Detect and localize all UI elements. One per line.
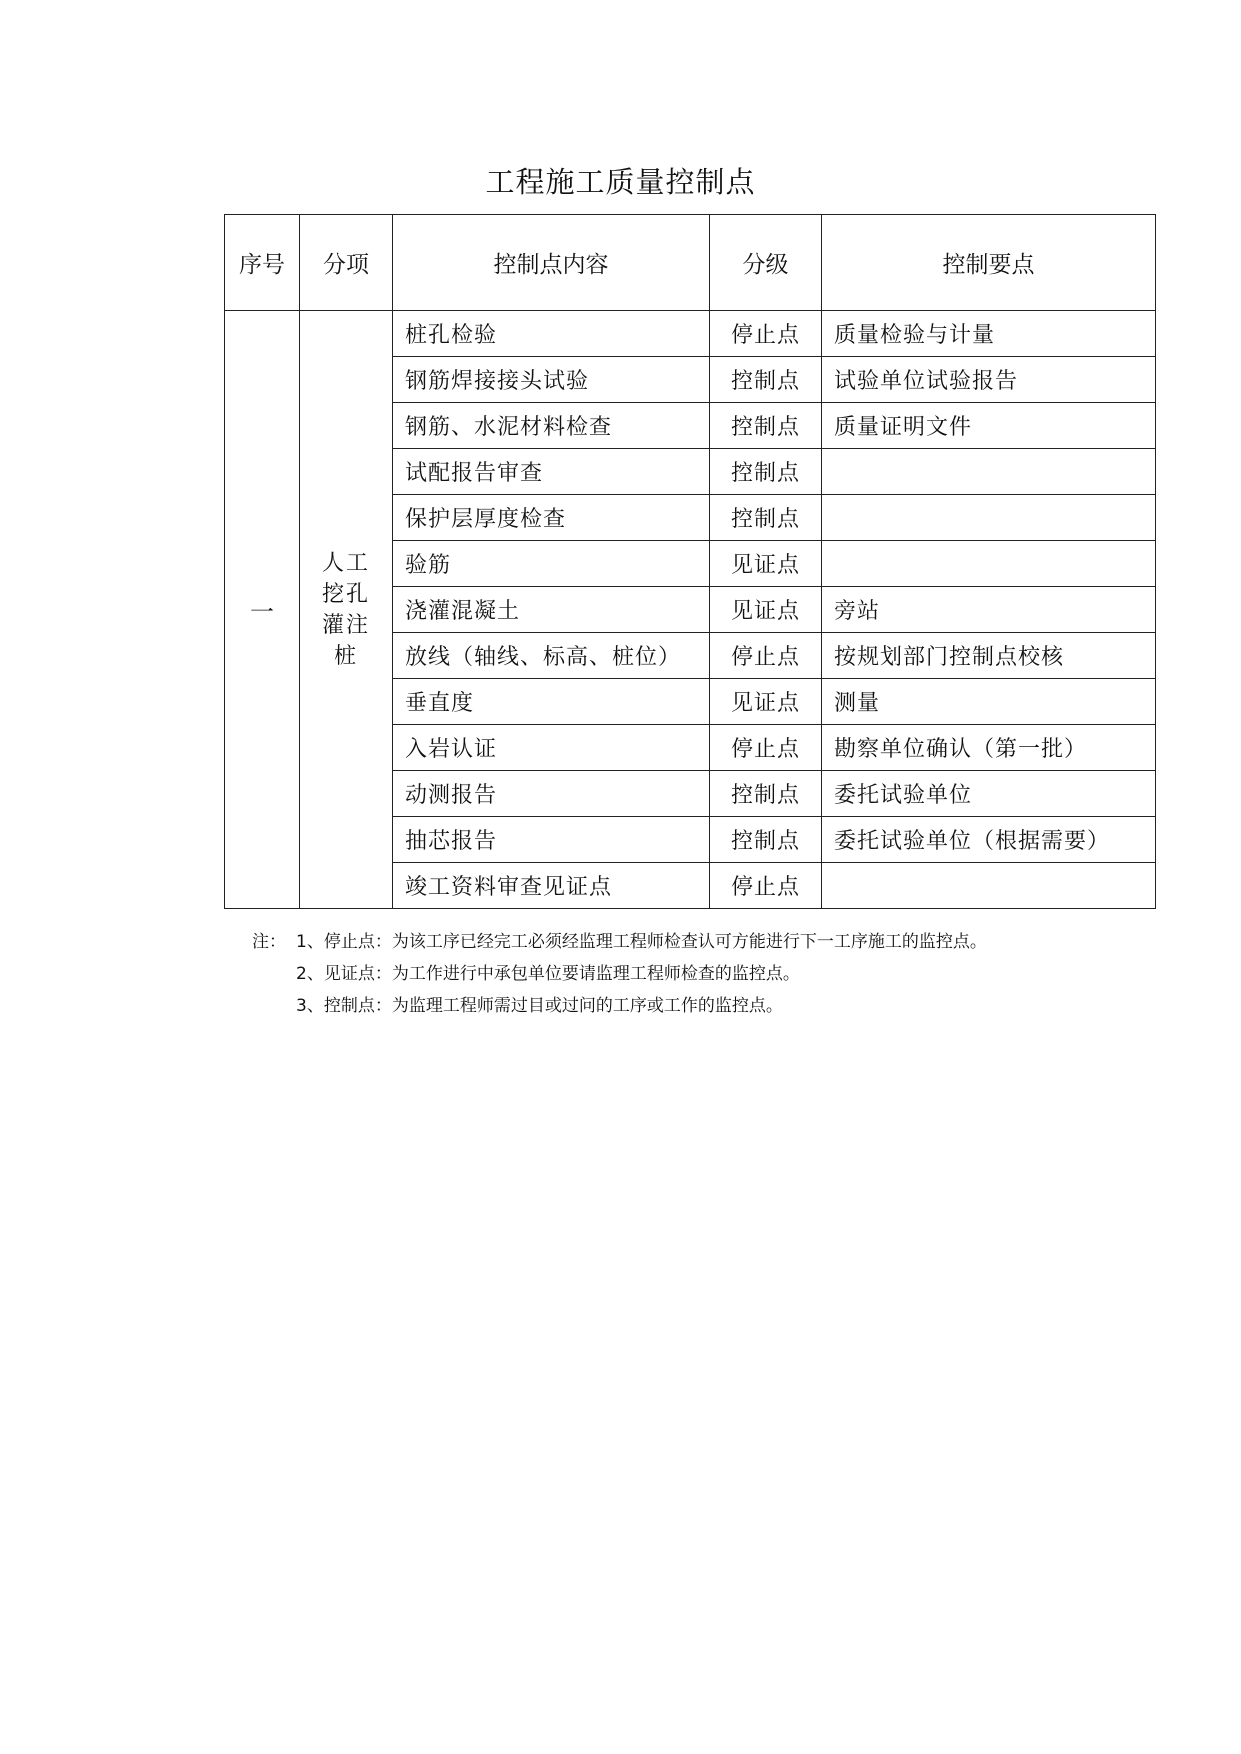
category-line: 人工 xyxy=(321,550,370,576)
level-cell: 停止点 xyxy=(710,311,822,357)
note-item xyxy=(252,926,987,958)
quality-control-table xyxy=(224,214,1156,909)
header-content: 控制点内容 xyxy=(393,215,710,311)
note-item xyxy=(252,990,987,1022)
content-cell: 抽芯报告 xyxy=(393,817,710,863)
notes-prefix: 注： xyxy=(252,932,286,952)
content-cell: 桩孔检验 xyxy=(393,311,710,357)
key-point-cell xyxy=(822,449,1156,495)
content-cell: 验筋 xyxy=(393,541,710,587)
category-line: 挖孔 xyxy=(321,581,370,607)
content-cell: 放线（轴线、标高、桩位） xyxy=(393,633,710,679)
key-point-cell xyxy=(822,495,1156,541)
level-cell: 停止点 xyxy=(710,863,822,909)
category-line: 桩 xyxy=(333,643,358,669)
content-cell: 试配报告审查 xyxy=(393,449,710,495)
content-cell: 入岩认证 xyxy=(393,725,710,771)
key-point-cell: 委托试验单位 xyxy=(822,771,1156,817)
header-seq: 序号 xyxy=(225,215,300,311)
level-cell: 见证点 xyxy=(710,587,822,633)
header-category: 分项 xyxy=(300,215,393,311)
category-line: 灌注 xyxy=(321,612,370,638)
level-cell: 控制点 xyxy=(710,357,822,403)
key-point-cell: 按规划部门控制点校核 xyxy=(822,633,1156,679)
key-point-cell: 勘察单位确认（第一批） xyxy=(822,725,1156,771)
level-cell: 见证点 xyxy=(710,679,822,725)
note-text: 2、见证点：为工作进行中承包单位要请监理工程师检查的监控点。 xyxy=(296,964,800,984)
group-seq-cell: 一 xyxy=(225,311,300,909)
note-text: 3、控制点：为监理工程师需过目或过问的工序或工作的监控点。 xyxy=(296,996,783,1016)
group-category-cell xyxy=(300,311,393,909)
level-cell: 控制点 xyxy=(710,771,822,817)
note-item xyxy=(252,958,987,990)
key-point-cell xyxy=(822,541,1156,587)
table-header-row xyxy=(225,215,1156,311)
level-cell: 控制点 xyxy=(710,495,822,541)
key-point-cell xyxy=(822,863,1156,909)
key-point-cell: 试验单位试验报告 xyxy=(822,357,1156,403)
table-row xyxy=(225,311,1156,357)
content-cell: 保护层厚度检查 xyxy=(393,495,710,541)
level-cell: 停止点 xyxy=(710,725,822,771)
content-cell: 钢筋、水泥材料检查 xyxy=(393,403,710,449)
key-point-cell: 测量 xyxy=(822,679,1156,725)
header-level: 分级 xyxy=(710,215,822,311)
note-text: 1、停止点：为该工序已经完工必须经监理工程师检查认可方能进行下一工序施工的监控点。 xyxy=(296,932,987,952)
content-cell: 浇灌混凝土 xyxy=(393,587,710,633)
key-point-cell: 旁站 xyxy=(822,587,1156,633)
content-cell: 动测报告 xyxy=(393,771,710,817)
key-point-cell: 委托试验单位（根据需要） xyxy=(822,817,1156,863)
level-cell: 控制点 xyxy=(710,403,822,449)
content-cell: 垂直度 xyxy=(393,679,710,725)
level-cell: 控制点 xyxy=(710,817,822,863)
level-cell: 停止点 xyxy=(710,633,822,679)
level-cell: 见证点 xyxy=(710,541,822,587)
notes-section xyxy=(252,926,987,1022)
header-key-points: 控制要点 xyxy=(822,215,1156,311)
key-point-cell: 质量证明文件 xyxy=(822,403,1156,449)
key-point-cell: 质量检验与计量 xyxy=(822,311,1156,357)
content-cell: 钢筋焊接接头试验 xyxy=(393,357,710,403)
document-title: 工程施工质量控制点 xyxy=(485,165,756,199)
level-cell: 控制点 xyxy=(710,449,822,495)
content-cell: 竣工资料审查见证点 xyxy=(393,863,710,909)
